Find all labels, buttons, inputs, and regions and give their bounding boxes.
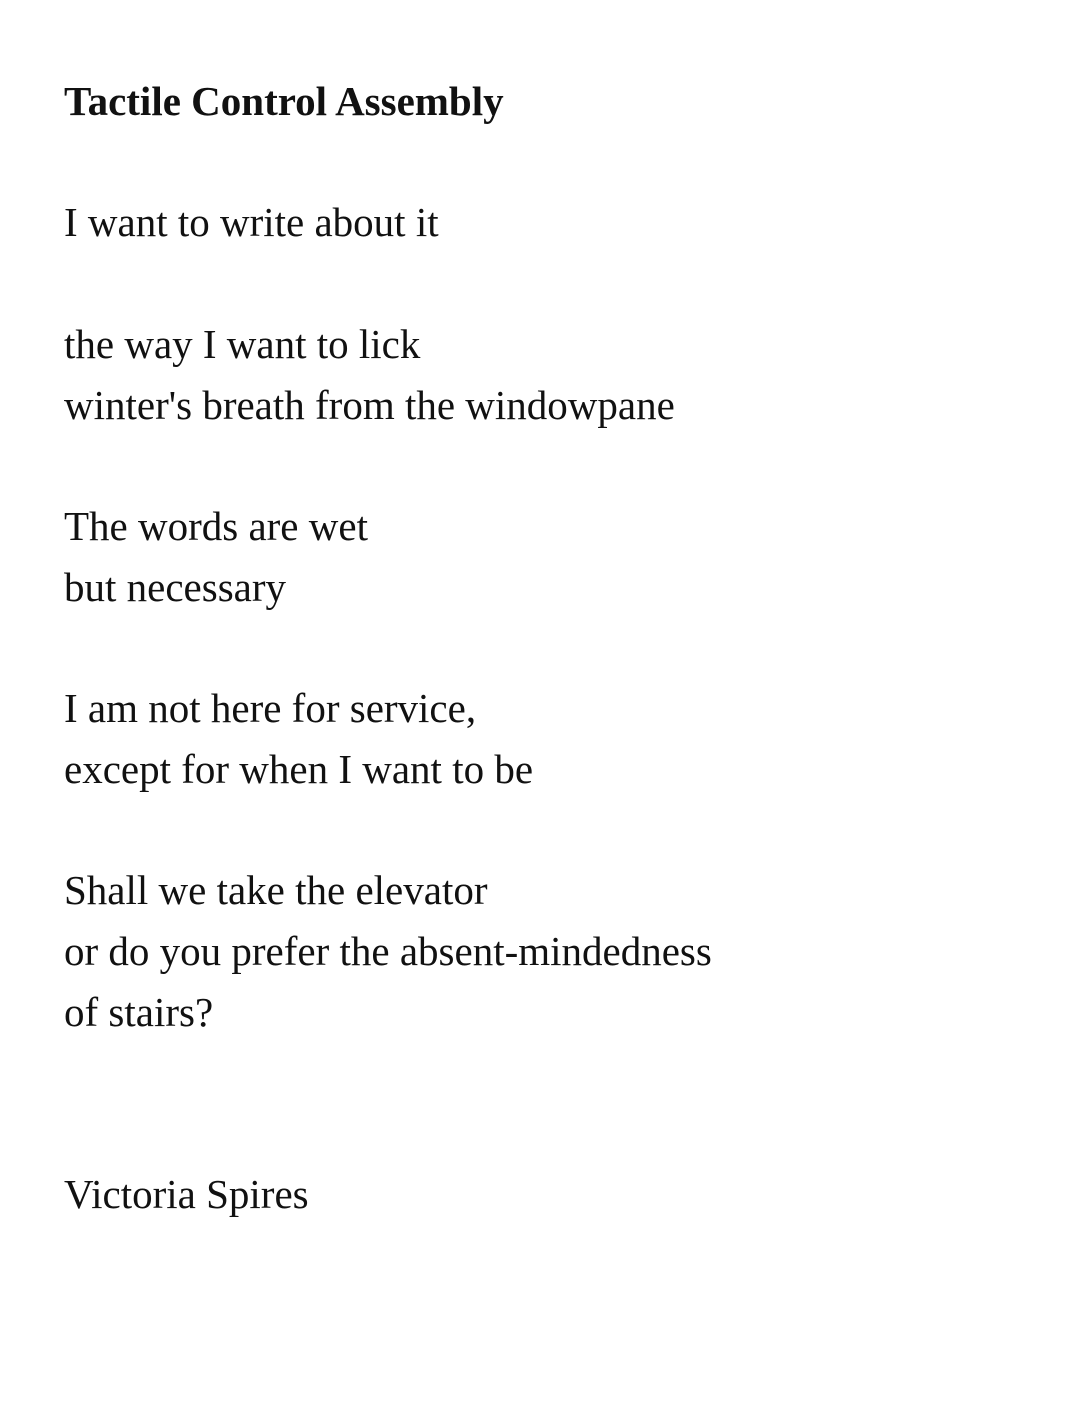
poem-line: but necessary (64, 564, 286, 610)
poem-line: or do you prefer the absent-mindedness (64, 928, 712, 974)
poem-line: Shall we take the elevator (64, 867, 488, 913)
poem-line: I am not here for service, (64, 685, 477, 731)
poem-line: the way I want to lick (64, 321, 421, 367)
poem-line: of stairs? (64, 989, 214, 1035)
poem-line: except for when I want to be (64, 746, 534, 792)
poem-line: I want to write about it (64, 199, 439, 245)
poem-title: Tactile Control Assembly (64, 78, 504, 124)
poem-line: winter's breath from the windowpane (64, 382, 675, 428)
poem-line: The words are wet (64, 503, 368, 549)
poem-author: Victoria Spires (64, 1171, 309, 1217)
